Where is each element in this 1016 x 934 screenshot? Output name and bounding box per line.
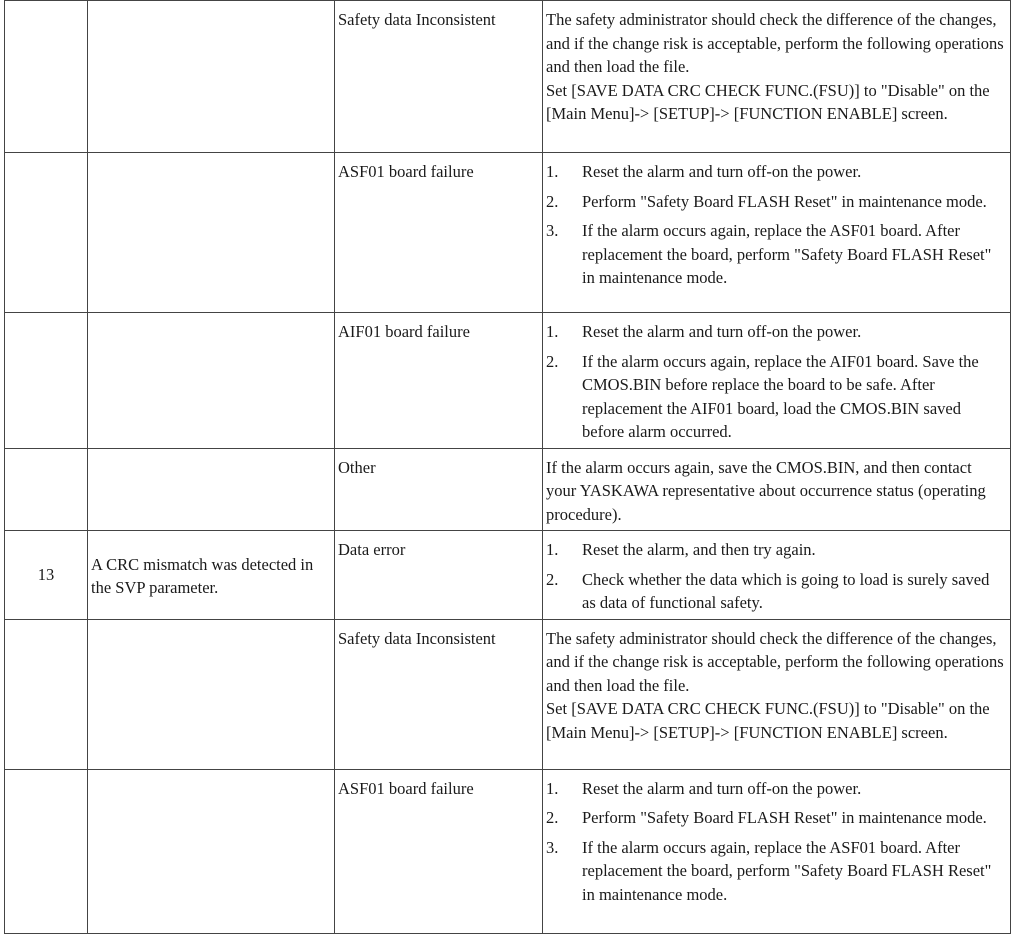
remedy-step: 3. If the alarm occurs again, replace the ASF01 board. After replacement the board, perform "Safety Board FLASH Reset" in maintenance mode. (546, 837, 992, 904)
remedy-step: 1. Reset the alarm and turn off-on the power. (546, 322, 862, 341)
table-row (5, 531, 1011, 620)
remedy-cell (543, 448, 1011, 531)
remedy-cell (543, 619, 1011, 769)
remedy-step: 1. Reset the alarm and turn off-on the power. (546, 162, 862, 181)
remedy-steps (546, 538, 1006, 615)
alarm-description-cell (88, 769, 335, 933)
remedy-cell (543, 313, 1011, 449)
alarm-number-cell (5, 619, 88, 769)
table-row (5, 448, 1011, 531)
table-row (5, 313, 1011, 449)
remedy-step: 1. Reset the alarm and turn off-on the power. (546, 778, 862, 798)
alarm-number-cell (5, 448, 88, 531)
alarm-number-cell (5, 313, 88, 449)
table-row (5, 153, 1011, 313)
alarm-description-cell: A CRC mismatch was detected in the SVP parameter. (88, 531, 335, 620)
remedy-paragraph: If the alarm occurs again, save the CMOS.BIN, and then contact your YASKAWA representative about occurrence status (operating procedure). (546, 457, 986, 524)
alarm-description-cell (88, 1, 335, 153)
remedy-steps (546, 320, 1006, 444)
alarm-description-cell (88, 448, 335, 531)
alarm-number-cell (5, 153, 88, 313)
cause-cell: ASF01 board failure (335, 769, 543, 933)
alarm-number-cell (5, 1, 88, 153)
remedy-cell (543, 153, 1011, 313)
cause-cell: Safety data Inconsistent (335, 619, 543, 769)
remedy-step: 2. Perform "Safety Board FLASH Reset" in maintenance mode. (546, 191, 987, 211)
remedy-step: 1. Reset the alarm, and then try again. (546, 540, 816, 559)
alarm-number-cell (5, 769, 88, 933)
remedy-step: 2. Check whether the data which is going to load is surely saved as data of functional safety. (546, 569, 990, 612)
cause-cell: AIF01 board failure (335, 313, 543, 449)
remedy-step: 2. Perform "Safety Board FLASH Reset" in maintenance mode. (546, 808, 987, 827)
remedy-cell (543, 1, 1011, 153)
cause-cell: Data error (335, 531, 543, 620)
remedy-cell (543, 769, 1011, 933)
remedy-step: 2. If the alarm occurs again, replace the AIF01 board. Save the CMOS.BIN before replace the board to be safe. After replacement the AIF01 board, load the CMOS.BIN saved before alarm occurred. (546, 351, 979, 441)
table-row (5, 769, 1011, 933)
remedy-step: 3. If the alarm occurs again, replace the ASF01 board. After replacement the board, perform "Safety Board FLASH Reset" in maintenance mode. (546, 221, 992, 287)
remedy-paragraph: Set [SAVE DATA CRC CHECK FUNC.(FSU)] to "Disable" on the [Main Menu]-> [SETUP]-> [FUNCTION ENABLE] screen. (546, 80, 990, 123)
remedy-paragraph: The safety administrator should check the difference of the changes, and if the change risk is acceptable, perform the following operations and then load the file. (546, 628, 1004, 695)
alarm-description-cell (88, 619, 335, 769)
cause-cell: Other (335, 448, 543, 531)
remedy-paragraph: Set [SAVE DATA CRC CHECK FUNC.(FSU)] to "Disable" on the [Main Menu]-> [SETUP]-> [FUNCTION ENABLE] screen. (546, 699, 990, 742)
table-row (5, 1, 1011, 153)
alarm-remedy-table (4, 0, 1011, 934)
table-row (5, 619, 1011, 769)
alarm-number-cell: 13 (5, 531, 88, 620)
remedy-steps (546, 777, 1006, 907)
cause-cell: ASF01 board failure (335, 153, 543, 313)
alarm-description-cell (88, 313, 335, 449)
cause-cell: Safety data Inconsistent (335, 1, 543, 153)
remedy-steps (546, 160, 1006, 290)
alarm-description-cell (88, 153, 335, 313)
remedy-cell (543, 531, 1011, 620)
remedy-paragraph: The safety administrator should check the difference of the changes, and if the change risk is acceptable, perform the following operations and then load the file. (546, 10, 1004, 76)
